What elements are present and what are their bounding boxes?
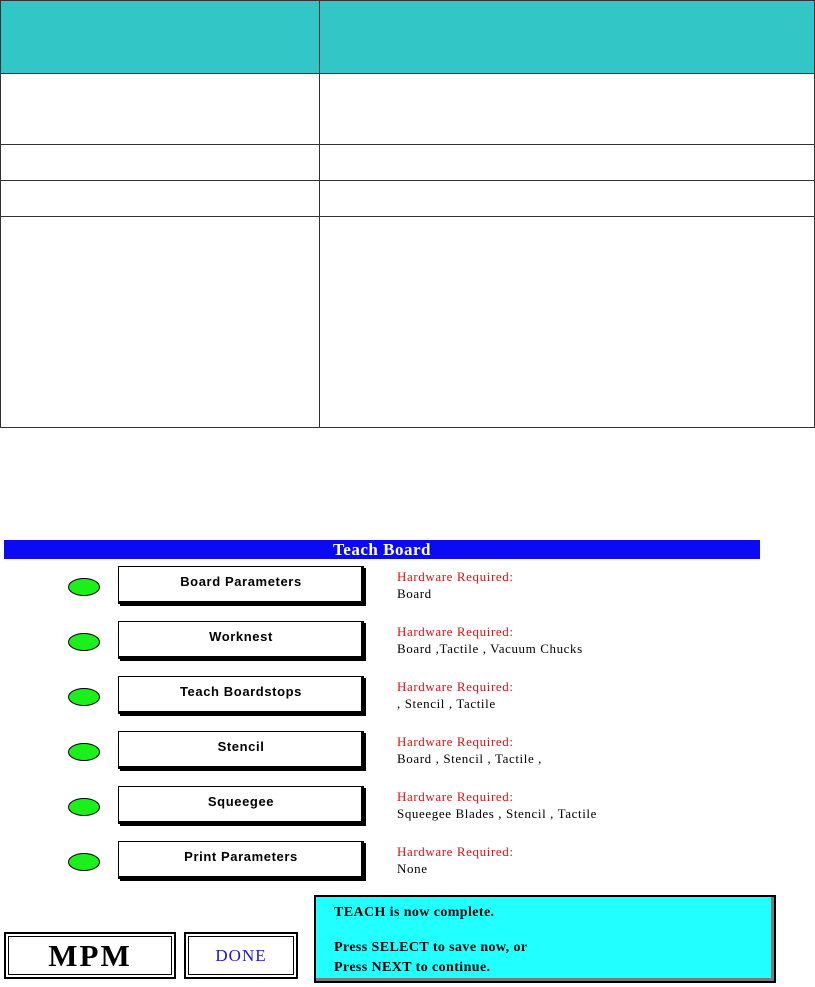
hardware-items: Board [397, 586, 432, 601]
teach-board-title: Teach Board [4, 540, 760, 559]
button-label: Squeegee [207, 794, 275, 809]
hardware-items: Board , Stencil , Tactile , [397, 751, 543, 766]
status-led-icon [68, 688, 100, 706]
button-label: Stencil [217, 739, 265, 754]
table-row [1, 145, 815, 181]
step-row-worknest [0, 621, 815, 665]
table-header-cell [320, 1, 815, 74]
worknest-button[interactable] [118, 621, 364, 659]
hardware-items: Board ,Tactile , Vacuum Chucks [397, 641, 583, 656]
table-cell [320, 145, 815, 181]
table-header-row [1, 1, 815, 74]
hardware-required [397, 623, 583, 657]
done-label: DONE [215, 945, 267, 965]
reference-table [0, 0, 815, 428]
status-message-box [314, 895, 776, 983]
button-label: Worknest [209, 629, 273, 644]
table-cell [1, 74, 320, 145]
hardware-items: , Stencil , Tactile [397, 696, 496, 711]
message-line-1: TEACH is now complete. [334, 905, 495, 920]
status-led-icon [68, 853, 100, 871]
done-button[interactable] [184, 932, 298, 979]
table-row [1, 181, 815, 217]
message-line-3: Press NEXT to continue. [334, 960, 491, 975]
status-led-icon [68, 578, 100, 596]
hardware-items: None [397, 861, 428, 876]
hardware-required [397, 843, 514, 877]
step-row-board-parameters [0, 566, 815, 610]
table-cell [320, 74, 815, 145]
hardware-label: Hardware Required: [397, 679, 514, 694]
hardware-label: Hardware Required: [397, 569, 514, 584]
hardware-label: Hardware Required: [397, 734, 514, 749]
board-parameters-button[interactable] [118, 566, 364, 604]
hardware-required [397, 733, 542, 767]
hardware-label: Hardware Required: [397, 844, 514, 859]
status-led-icon [68, 743, 100, 761]
button-label: Teach Boardstops [179, 684, 303, 699]
hardware-required [397, 788, 597, 822]
step-row-teach-boardstops [0, 676, 815, 720]
mpm-logo-button[interactable] [4, 932, 176, 979]
message-line-2: Press SELECT to save now, or [334, 940, 528, 955]
button-label: Board Parameters [180, 574, 302, 589]
step-row-squeegee [0, 786, 815, 830]
status-led-icon [68, 798, 100, 816]
hardware-required [397, 678, 514, 712]
squeegee-button[interactable] [118, 786, 364, 824]
table-header-cell [1, 1, 320, 74]
teach-boardstops-button[interactable] [118, 676, 364, 714]
stencil-button[interactable] [118, 731, 364, 769]
table-cell [1, 217, 320, 428]
mpm-logo-label: MPM [48, 937, 132, 973]
hardware-label: Hardware Required: [397, 789, 514, 804]
step-row-print-parameters [0, 841, 815, 885]
step-row-stencil [0, 731, 815, 775]
table-cell [1, 181, 320, 217]
table-row [1, 74, 815, 145]
hardware-label: Hardware Required: [397, 624, 514, 639]
print-parameters-button[interactable] [118, 841, 364, 879]
button-label: Print Parameters [184, 849, 298, 864]
status-led-icon [68, 633, 100, 651]
table-row [1, 217, 815, 428]
table-cell [320, 181, 815, 217]
table-cell [1, 145, 320, 181]
hardware-required [397, 568, 514, 602]
hardware-items: Squeegee Blades , Stencil , Tactile [397, 806, 597, 821]
table-cell [320, 217, 815, 428]
